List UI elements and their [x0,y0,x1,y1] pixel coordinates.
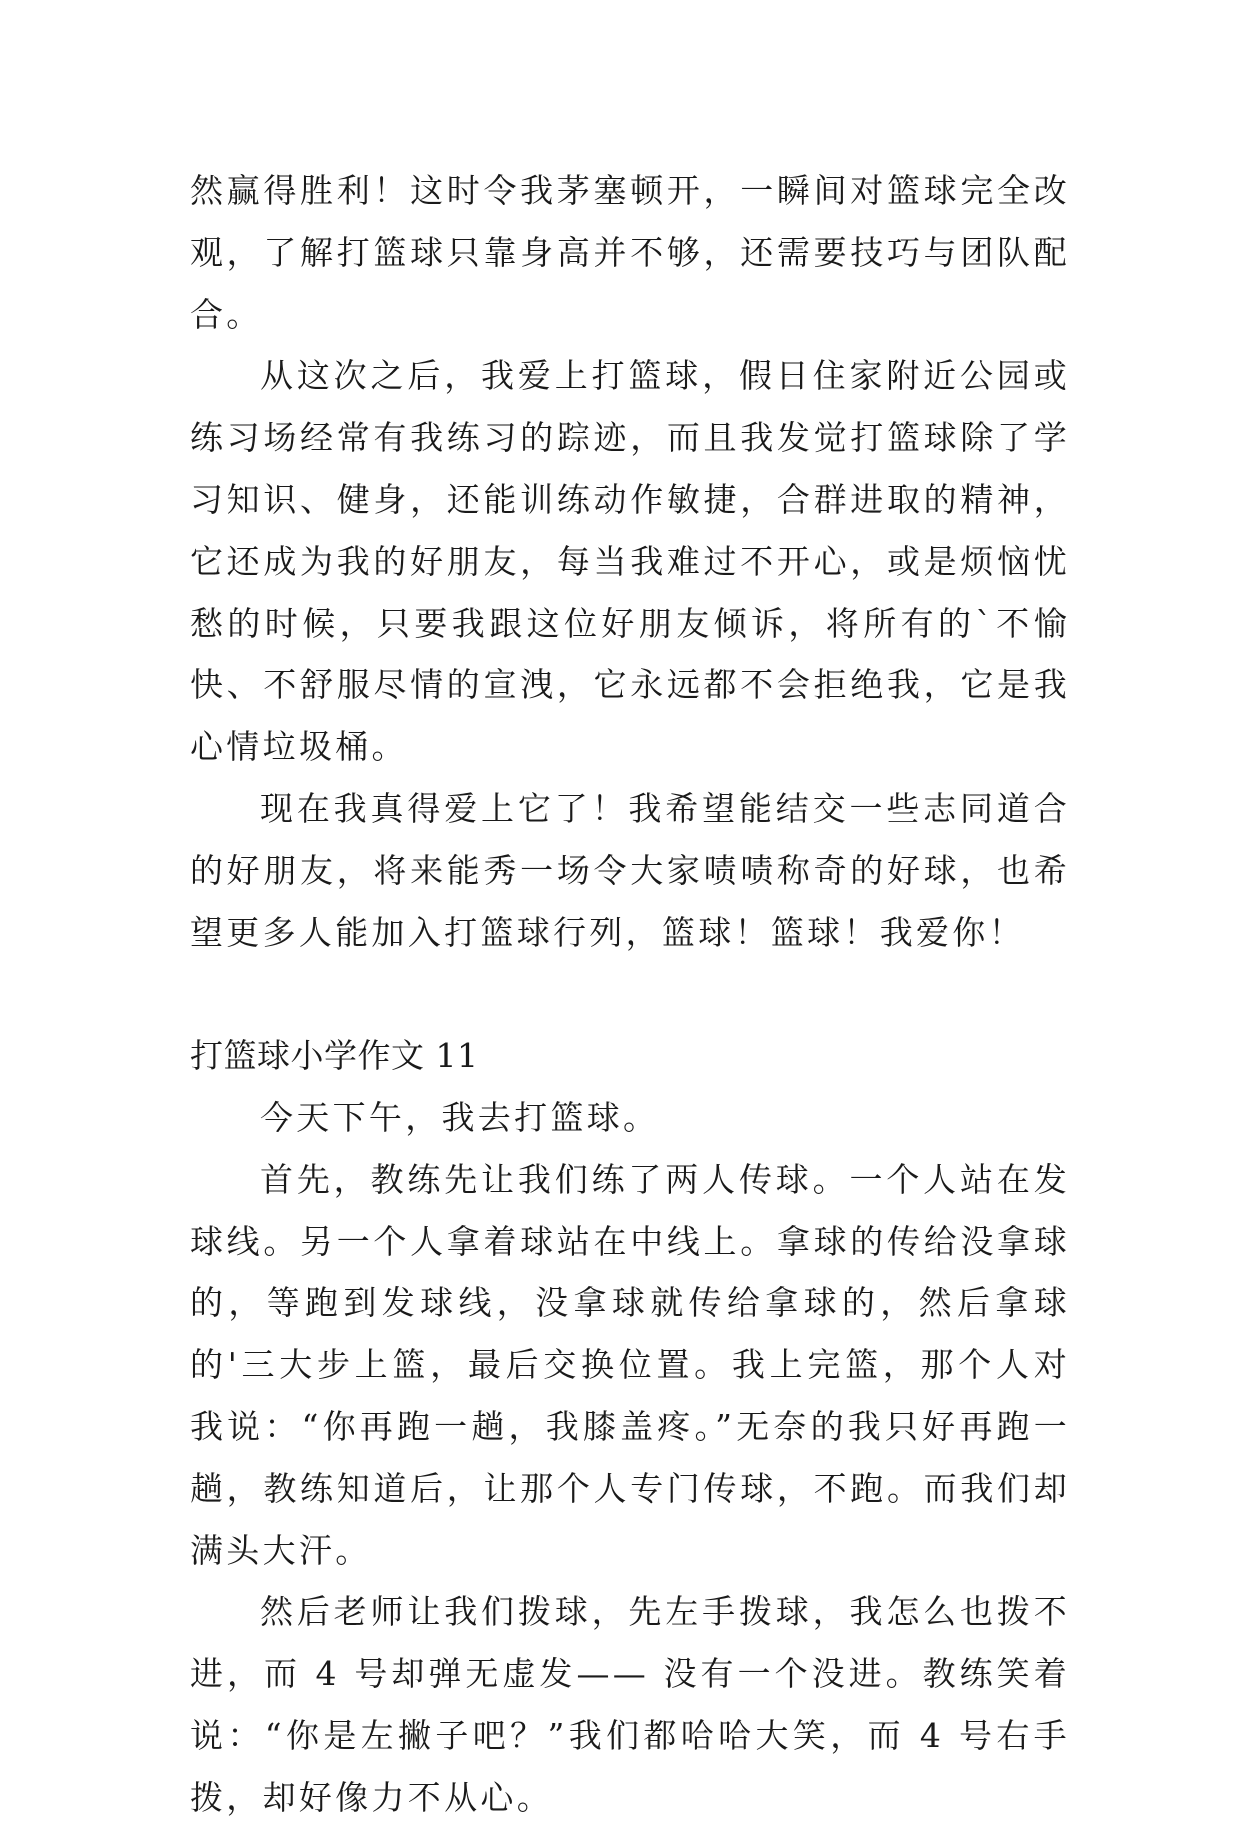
paragraph-afternoon: 今天下午，我去打篮球。 [260,1097,660,1137]
paragraph-love-basketball: 从这次之后，我爱上打篮球，假日住家附近公园或练习场经常有我练习的踪迹，而且我发觉打篮球除了学习知识、健身，还能训练动作敏捷，合群进取的精神，它还成为我的好朋友，每当我难过不开心，或是烦恼忧愁的时候，只要我跟这位好朋友倾诉，将所有的`不愉快、不舒服尽情的宣洩，它永远都不会拒绝我，它是我心情垃圾桶。 [190,356,1070,767]
paragraph-victory: 然赢得胜利！这时令我茅塞顿开，一瞬间对篮球完全改观，了解打篮球只靠身高并不够，还需要技巧与团队配合。 [190,171,1070,334]
paragraph-passing-drill: 首先，教练先让我们练了两人传球。一个人站在发球线。另一个人拿着球站在中线上。拿球的传给没拿球的，等跑到发球线，没拿球就传给拿球的，然后拿球的'三大步上篮，最后交换位置。我上完篮，那个人对我说：“你再跑一趟，我膝盖疼。”无奈的我只好再跑一趟，教练知道后，让那个人专门传球，不跑。而我们却满头大汗。 [190,1159,1070,1570]
paragraph-wish: 现在我真得爱上它了！我希望能结交一些志同道合的好朋友，将来能秀一场令大家啧啧称奇的好球，也希望更多人能加入打篮球行列，篮球！篮球！我爱你！ [190,788,1070,952]
section-title: 打篮球小学作文 11 [190,1036,479,1076]
document-body [190,160,1070,1829]
section-spacer [190,963,1070,1025]
paragraph-dribbling-drill: 然后老师让我们拨球，先左手拨球，我怎么也拨不进，而 4 号却弹无虚发—— 没有一个没进。教练笑着说：“你是左撇子吧？”我们都哈哈大笑，而 4 号右手拨，却好像力不从心。 [190,1592,1070,1817]
